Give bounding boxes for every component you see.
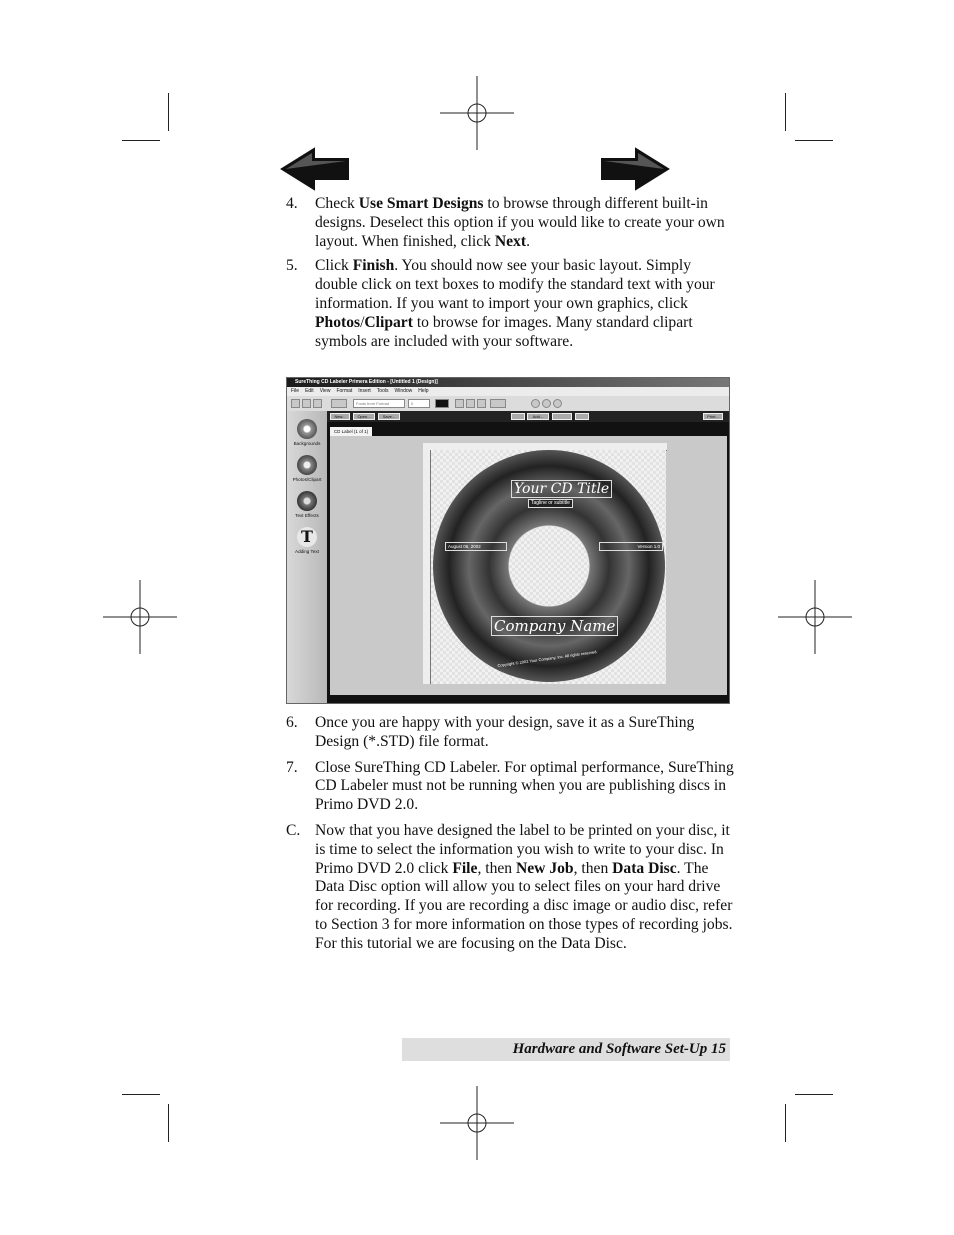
select-tool-button[interactable] — [331, 399, 347, 408]
registration-mark-icon — [778, 580, 852, 654]
step-number: 4. — [286, 195, 298, 212]
crop-mark — [785, 1104, 786, 1142]
bold-button[interactable] — [455, 399, 464, 408]
italic-button[interactable] — [466, 399, 475, 408]
step-text: Once you are happy with your design, save it as a SureThing Design (*.STD) file format. — [315, 714, 695, 750]
sidebar — [287, 411, 327, 703]
cd-backgrounds-icon — [297, 419, 317, 439]
cd-labeler-screenshot — [286, 377, 730, 704]
print-button[interactable]: Print... — [703, 413, 723, 420]
crop-mark — [795, 1094, 833, 1095]
design-workarea — [327, 411, 729, 703]
ruler-left — [423, 450, 431, 684]
disc-copyright[interactable]: Copyright © 2002 Your Company, Inc. All rights reserved. — [497, 649, 598, 668]
disc-title[interactable]: Your CD Title — [511, 480, 612, 498]
menu-item-file[interactable]: File — [291, 388, 300, 394]
menu-item-window[interactable]: Window — [394, 388, 413, 394]
step-text: to browse through different built-in designs. Deselect this option if you would like to create your own layout. When finished, click — [315, 195, 725, 250]
step-text: , then — [477, 859, 516, 877]
canvas-area — [330, 436, 727, 695]
cd-clipart-icon — [297, 455, 317, 475]
sidebar-item-label: Photos/Clipart — [292, 477, 322, 482]
adding-text-icon: T — [297, 527, 317, 547]
sidebar-item-photos-clipart[interactable] — [287, 455, 327, 482]
menu-item-tools[interactable]: Tools — [376, 388, 389, 394]
sidebar-item-text-effects[interactable] — [287, 491, 327, 518]
menu-item-view[interactable]: View — [319, 388, 331, 394]
next-page-button[interactable] — [600, 147, 670, 191]
step-number: 6. — [286, 714, 298, 731]
cd-disc[interactable] — [433, 450, 665, 682]
add-button[interactable]: Add... — [527, 413, 549, 420]
save-button[interactable]: Save... — [378, 413, 400, 420]
disc-date[interactable]: August 06, 2002 — [445, 542, 507, 551]
crop-mark — [122, 140, 160, 141]
step-bold-text: New Job — [515, 859, 574, 877]
rotate-tool-button[interactable] — [302, 399, 311, 408]
zoom-out-icon[interactable] — [542, 399, 551, 408]
disc-subtitle[interactable]: Tagline or subtitle — [528, 499, 573, 508]
disc-version[interactable]: Version 1.0 — [599, 542, 663, 551]
menu-item-format[interactable]: Format — [336, 388, 353, 394]
step-bold-text: Next — [494, 232, 527, 250]
sidebar-item-label: Adding Text — [295, 549, 319, 554]
line-tool-button[interactable] — [313, 399, 322, 408]
step-text: Close SureThing CD Labeler. For optimal performance, SureThing CD Labeler must not be running when you are publishing discs in Primo DVD 2.0. — [315, 758, 734, 814]
step-number: 7. — [286, 758, 298, 776]
menu-item-help[interactable]: Help — [418, 388, 429, 394]
crop-mark — [168, 1104, 169, 1142]
step-item — [286, 195, 736, 251]
step-item — [286, 822, 736, 954]
tab-cd-label[interactable]: CD Label (1 of 1) — [330, 427, 372, 436]
next-button[interactable] — [575, 413, 589, 420]
step-bold-text: Use Smart Designs — [358, 195, 484, 212]
left-arrow-icon — [280, 147, 350, 191]
step-number: 5. — [286, 257, 298, 275]
open-button[interactable]: Open... — [353, 413, 375, 420]
crop-mark — [122, 1094, 160, 1095]
underline-button[interactable] — [477, 399, 486, 408]
color-button[interactable] — [435, 399, 449, 408]
previous-page-button[interactable] — [280, 147, 350, 191]
step-number: C. — [286, 821, 301, 839]
delete-button[interactable] — [552, 413, 572, 420]
previous-button[interactable] — [511, 413, 525, 420]
crop-mark — [168, 93, 169, 131]
pointer-tool-button[interactable] — [291, 399, 300, 408]
new-button[interactable]: New... — [330, 413, 350, 420]
step-text: . The Data Disc option will allow you to select files on your hard drive for recording. If you are recording a disc image or audio disc, refer to Section 3 for more information on those types of recording jobs. For this tutorial we are focusing on the Data Disc. — [315, 859, 733, 952]
step-text: . — [526, 232, 530, 250]
text-effects-icon — [297, 491, 317, 511]
step-text: to browse for images. Many standard clipart symbols are included with your software. — [315, 313, 693, 350]
sidebar-item-backgrounds[interactable] — [287, 419, 327, 446]
step-text: Now that you have designed the label to be printed on your disc, it is time to select the information you wish to write to your disc. In Primo DVD 2.0 click — [315, 821, 730, 877]
registration-mark-icon — [440, 1086, 514, 1160]
step-text: / — [360, 313, 365, 331]
menu-item-insert[interactable]: Insert — [358, 388, 371, 394]
size-combo[interactable]: 0 — [408, 399, 430, 408]
registration-mark-icon — [103, 580, 177, 654]
step-item — [286, 257, 736, 351]
document-toolbar — [327, 411, 729, 422]
sidebar-item-label: Backgrounds — [293, 441, 321, 446]
font-combo[interactable]: Fonts from Format — [353, 399, 405, 408]
step-bold-text: Clipart — [364, 313, 413, 331]
step-text: , then — [573, 859, 613, 877]
zoom-fit-icon[interactable] — [553, 399, 562, 408]
disc-hole — [509, 526, 589, 606]
crop-mark — [785, 93, 786, 131]
crop-mark — [795, 140, 833, 141]
disc-company[interactable]: Company Name — [491, 616, 618, 636]
step-item — [286, 759, 736, 815]
footer-text: Hardware and Software Set-Up 15 — [512, 1041, 726, 1057]
step-item — [286, 714, 736, 752]
label-page — [431, 450, 666, 684]
footer-bar — [402, 1038, 730, 1061]
registration-mark-icon — [440, 76, 514, 150]
menu-item-edit[interactable]: Edit — [305, 388, 314, 394]
align-button[interactable] — [490, 399, 506, 408]
step-bold-text: File — [452, 859, 478, 877]
menu-bar — [287, 387, 729, 396]
steps-bottom — [286, 714, 736, 961]
step-bold-text: Finish — [352, 257, 395, 275]
sidebar-item-label: Text Effects — [295, 513, 319, 518]
step-text: Check — [315, 195, 359, 212]
toolbar — [287, 396, 729, 412]
steps-top — [286, 195, 736, 357]
zoom-in-icon[interactable] — [531, 399, 540, 408]
window-title: SureThing CD Labeler Primera Edition - [Untitled 1 (Design)] — [287, 378, 729, 387]
step-text: Click — [315, 257, 353, 275]
step-bold-text: Photos — [315, 313, 361, 331]
right-arrow-icon — [600, 147, 670, 191]
sidebar-item-adding-text[interactable] — [287, 527, 327, 554]
step-text: . You should now see your basic layout. Simply double click on text boxes to modify the standard text with your information. If you want to import your own graphics, click — [315, 257, 715, 312]
step-bold-text: Data Disc — [612, 859, 677, 877]
